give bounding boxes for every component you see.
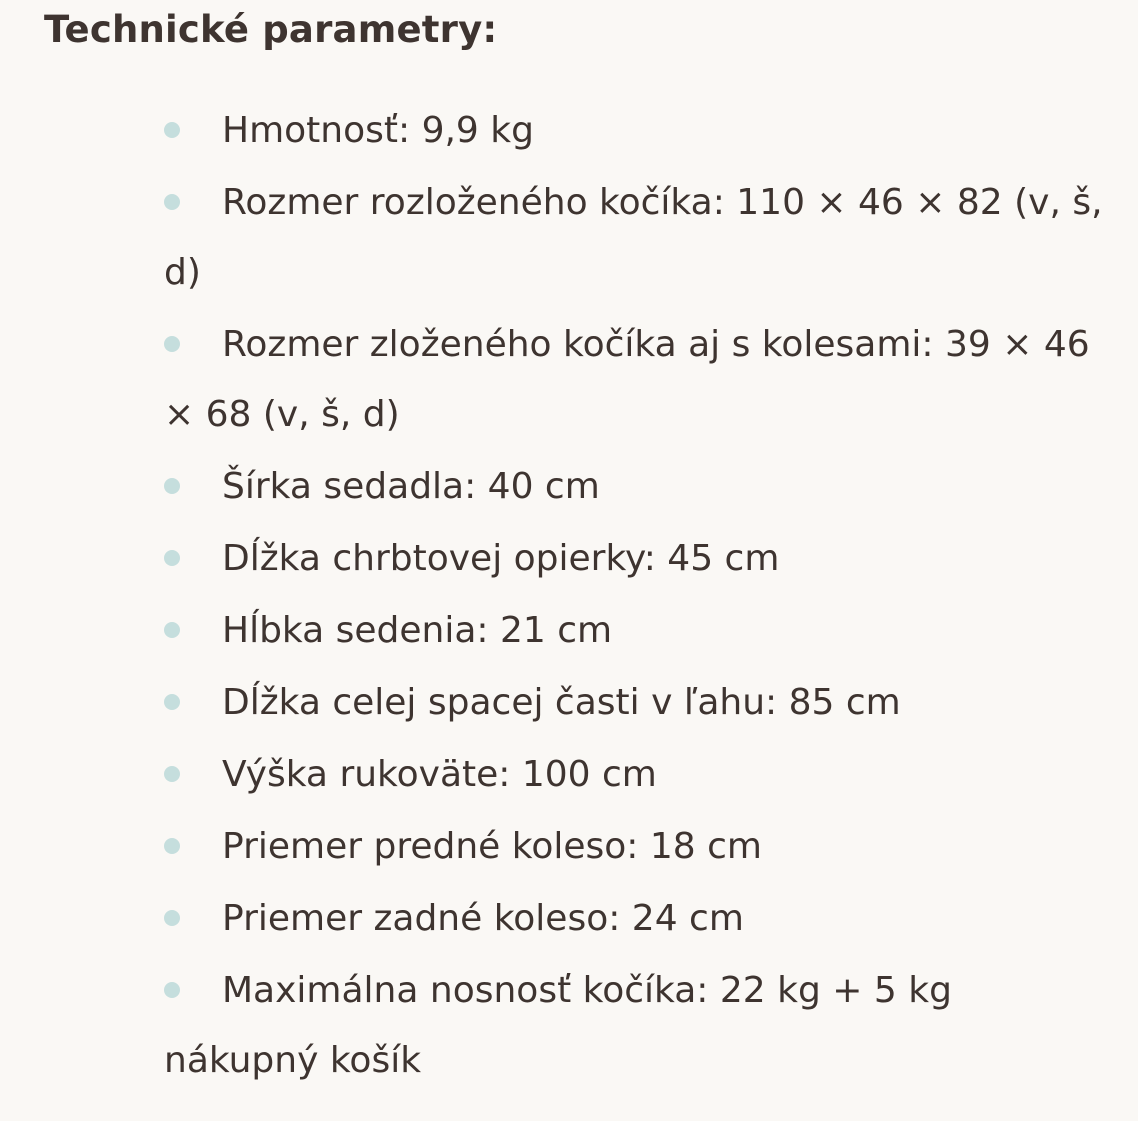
bullet-dot-icon xyxy=(164,622,180,638)
spec-text: Priemer zadné koleso: 24 cm xyxy=(222,898,744,939)
list-item xyxy=(164,596,1114,666)
list-item xyxy=(164,740,1114,810)
spec-text: Výška rukoväte: 100 cm xyxy=(222,754,657,795)
list-item xyxy=(164,310,1114,450)
list-item xyxy=(164,96,1114,166)
bullet-dot-icon xyxy=(164,766,180,782)
spec-text: Hĺbka sedenia: 21 cm xyxy=(222,610,613,651)
bullet-dot-icon xyxy=(164,336,180,352)
list-item xyxy=(164,168,1114,308)
spec-text: Rozmer zloženého kočíka aj s kolesami: 39 × 46 × 68 (v, š, d) xyxy=(164,324,1090,435)
bullet-dot-icon xyxy=(164,550,180,566)
spec-list xyxy=(164,96,1114,1098)
list-item xyxy=(164,812,1114,882)
spec-text: Hmotnosť: 9,9 kg xyxy=(222,110,534,151)
list-item xyxy=(164,452,1114,522)
bullet-dot-icon xyxy=(164,982,180,998)
list-item xyxy=(164,956,1114,1096)
bullet-dot-icon xyxy=(164,910,180,926)
bullet-dot-icon xyxy=(164,122,180,138)
spec-text: Dĺžka chrbtovej opierky: 45 cm xyxy=(222,538,780,579)
section-title: Technické parametry: xyxy=(44,8,498,51)
spec-text: Maximálna nosnosť kočíka: 22 kg + 5 kg nákupný košík xyxy=(164,970,952,1081)
bullet-dot-icon xyxy=(164,838,180,854)
bullet-dot-icon xyxy=(164,478,180,494)
spec-text: Šírka sedadla: 40 cm xyxy=(222,466,600,507)
bullet-dot-icon xyxy=(164,194,180,210)
list-item xyxy=(164,524,1114,594)
list-item xyxy=(164,668,1114,738)
spec-text: Rozmer rozloženého kočíka: 110 × 46 × 82 (v, š, d) xyxy=(164,182,1103,293)
spec-text: Priemer predné koleso: 18 cm xyxy=(222,826,762,867)
bullet-dot-icon xyxy=(164,694,180,710)
spec-text: Dĺžka celej spacej časti v ľahu: 85 cm xyxy=(222,682,901,723)
list-item xyxy=(164,884,1114,954)
